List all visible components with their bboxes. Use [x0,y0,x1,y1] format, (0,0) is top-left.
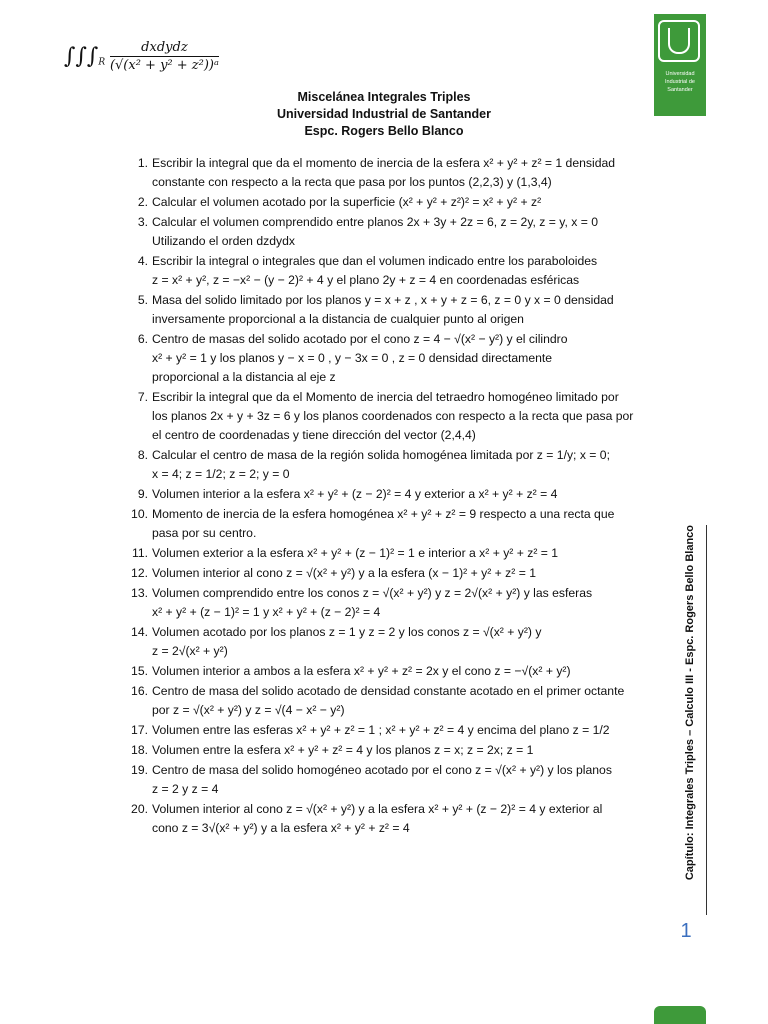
exercise-item [128,800,658,838]
exercise-text-line: el centro de coordenadas y tiene dirección del vector (2,4,4) [152,428,476,442]
integral-signs: ∫∫∫ [64,44,99,69]
institution-name: Universidad Industrial de Santander [277,107,491,121]
exercise-text-line: Volumen comprendido entre los conos z = √(x² + y²) y z = 2√(x² + y²) y las esferas [152,586,593,600]
exercise-item [128,388,658,445]
exercise-item [128,721,658,740]
exercise-list [128,154,658,839]
exercise-item [128,682,658,720]
exercise-text-line: los planos 2x + y + 3z = 6 y los planos coordenados con respecto a la recta que pasa por [152,409,634,423]
exercise-text-line: inversamente proporcional a la distancia de cualquier punto al origen [152,312,524,326]
exercise-text-line: Volumen interior al cono z = √(x² + y²) y a la esfera x² + y² + (z − 2)² = 4 y exterior al [152,802,603,816]
exercise-item [128,544,658,563]
exercise-number: 5. [137,293,148,307]
exercise-text-line: Utilizando el orden dzdydx [152,234,295,248]
exercise-item [128,154,658,192]
footer-logo [654,1006,706,1024]
page-number: 1 [680,920,692,942]
chapter-sidebar [676,525,724,915]
integral-fraction [110,40,219,73]
exercise-item [128,761,658,799]
exercise-text-line: Volumen interior a ambos a la esfera x² + y² + z² = 2x y el cono z = −√(x² + y²) [152,664,571,678]
exercise-text-line: Centro de masa del solido homogéneo acotado por el cono z = √(x² + y²) y los planos [152,763,612,777]
exercise-number: 7. [137,390,148,404]
exercise-number: 13. [131,586,148,600]
exercise-number: 17. [131,723,148,737]
exercise-item [128,505,658,543]
exercise-number: 11. [131,546,148,560]
exercise-item [128,252,658,290]
exercise-text-line: z = x² + y², z = −x² − (y − 2)² + 4 y el plano 2y + z = 4 en coordenadas esféricas [152,273,580,287]
author-name: Espc. Rogers Bello Blanco [304,124,464,138]
exercise-item [128,623,658,661]
exercise-item [128,564,658,583]
exercise-text-line: proporcional a la distancia al eje z [152,370,336,384]
exercise-text-line: Escribir la integral que da el momento de inercia de la esfera x² + y² + z² = 1 densidad [152,156,616,170]
exercise-text-line: x² + y² + (z − 1)² = 1 y x² + y² + (z − 2)² = 4 [152,605,381,619]
exercise-text-line: Volumen exterior a la esfera x² + y² + (z − 1)² = 1 e interior a x² + y² + z² = 1 [152,546,559,560]
exercise-number: 8. [137,448,148,462]
exercise-text-line: Centro de masa del solido acotado de densidad constante acotado en el primer octante [152,684,625,698]
exercise-number: 4. [137,254,148,268]
exercise-text-line: constante con respecto a la recta que pasa por los puntos (2,2,3) y (1,3,4) [152,175,552,189]
exercise-item [128,213,658,251]
exercise-item [128,485,658,504]
exercise-text-line: Calcular el volumen comprendido entre planos 2x + 3y + 2z = 6, z = 2y, z = y, x = 0 [152,215,598,229]
logo-text: Universidad Industrial de Santander [665,71,695,93]
exercise-text-line: Volumen entre la esfera x² + y² + z² = 4 y los planos z = x; z = 2x; z = 1 [152,743,534,757]
exercise-text-line: Volumen interior a la esfera x² + y² + (z − 2)² = 4 y exterior a x² + y² + z² = 4 [152,487,558,501]
exercise-number: 19. [131,763,148,777]
exercise-item [128,741,658,760]
exercise-item [128,662,658,681]
exercise-text-line: por z = √(x² + y²) y z = √(4 − x² − y²) [152,703,345,717]
exercise-item [128,330,658,387]
exercise-number: 16. [131,684,148,698]
exercise-number: 1. [137,156,148,170]
exercise-number: 6. [137,332,148,346]
exercise-text-line: Escribir la integral o integrales que dan el volumen indicado entre los paraboloides [152,254,598,268]
exercise-text-line: Masa del solido limitado por los planos y = x + z , x + y + z = 6, z = 0 y x = 0 densidad [152,293,614,307]
exercise-text-line: x = 4; z = 1/2; z = 2; y = 0 [152,467,290,481]
exercise-text-line: Volumen entre las esferas x² + y² + z² = 1 ; x² + y² + z² = 4 y encima del plano z = 1/2 [152,723,610,737]
exercise-item [128,446,658,484]
exercise-number: 15. [131,664,148,678]
logo-mark [658,20,700,62]
exercise-item [128,193,658,212]
exercise-number: 20. [131,802,148,816]
exercise-number: 9. [137,487,148,501]
exercise-number: 2. [137,195,148,209]
exercise-text-line: cono z = 3√(x² + y²) y a la esfera x² + y² + z² = 4 [152,821,410,835]
exercise-number: 14. [131,625,148,639]
fraction-denominator: (√(x² + y² + z²))ᵃ [109,58,219,73]
integral-region: R [98,57,106,68]
exercise-item [128,584,658,622]
exercise-text-line: Volumen interior al cono z = √(x² + y²) y a la esfera (x − 1)² + y² + z² = 1 [152,566,536,580]
exercise-text-line: Escribir la integral que da el Momento de inercia del tetraedro homogéneo limitado por [152,390,619,404]
exercise-text-line: Calcular el centro de masa de la región solida homogénea limitada por z = 1/y; x = 0; [152,448,610,462]
exercise-text-line: Centro de masas del solido acotado por el cono z = 4 − √(x² − y²) y el cilindro [152,332,568,346]
exercise-text-line: z = 2 y z = 4 [152,782,219,796]
triple-integral-formula [64,40,219,73]
exercise-number: 3. [137,215,148,229]
exercise-text-line: z = 2√(x² + y²) [152,644,228,658]
exercise-number: 10. [131,507,148,521]
fraction-numerator: dxdydz [110,40,219,57]
exercise-text-line: pasa por su centro. [152,526,257,540]
exercise-text-line: Momento de inercia de la esfera homogénea x² + y² + z² = 9 respecto a una recta que [152,507,615,521]
sidebar-divider [706,525,707,915]
chapter-sidebar-text: Capítulo: Integrales Triples – Calculo III - Espc. Rogers Bello Blanco [684,525,696,881]
exercise-number: 18. [131,743,148,757]
document-title: Miscelánea Integrales Triples [297,90,471,104]
exercise-item [128,291,658,329]
exercise-number: 12. [131,566,148,580]
exercise-text-line: Volumen acotado por los planos z = 1 y z = 2 y los conos z = √(x² + y²) y [152,625,542,639]
exercise-text-line: x² + y² = 1 y los planos y − x = 0 , y − 3x = 0 , z = 0 densidad directamente [152,351,553,365]
exercise-text-line: Calcular el volumen acotado por la superficie (x² + y² + z²)² = x² + y² + z² [152,195,542,209]
